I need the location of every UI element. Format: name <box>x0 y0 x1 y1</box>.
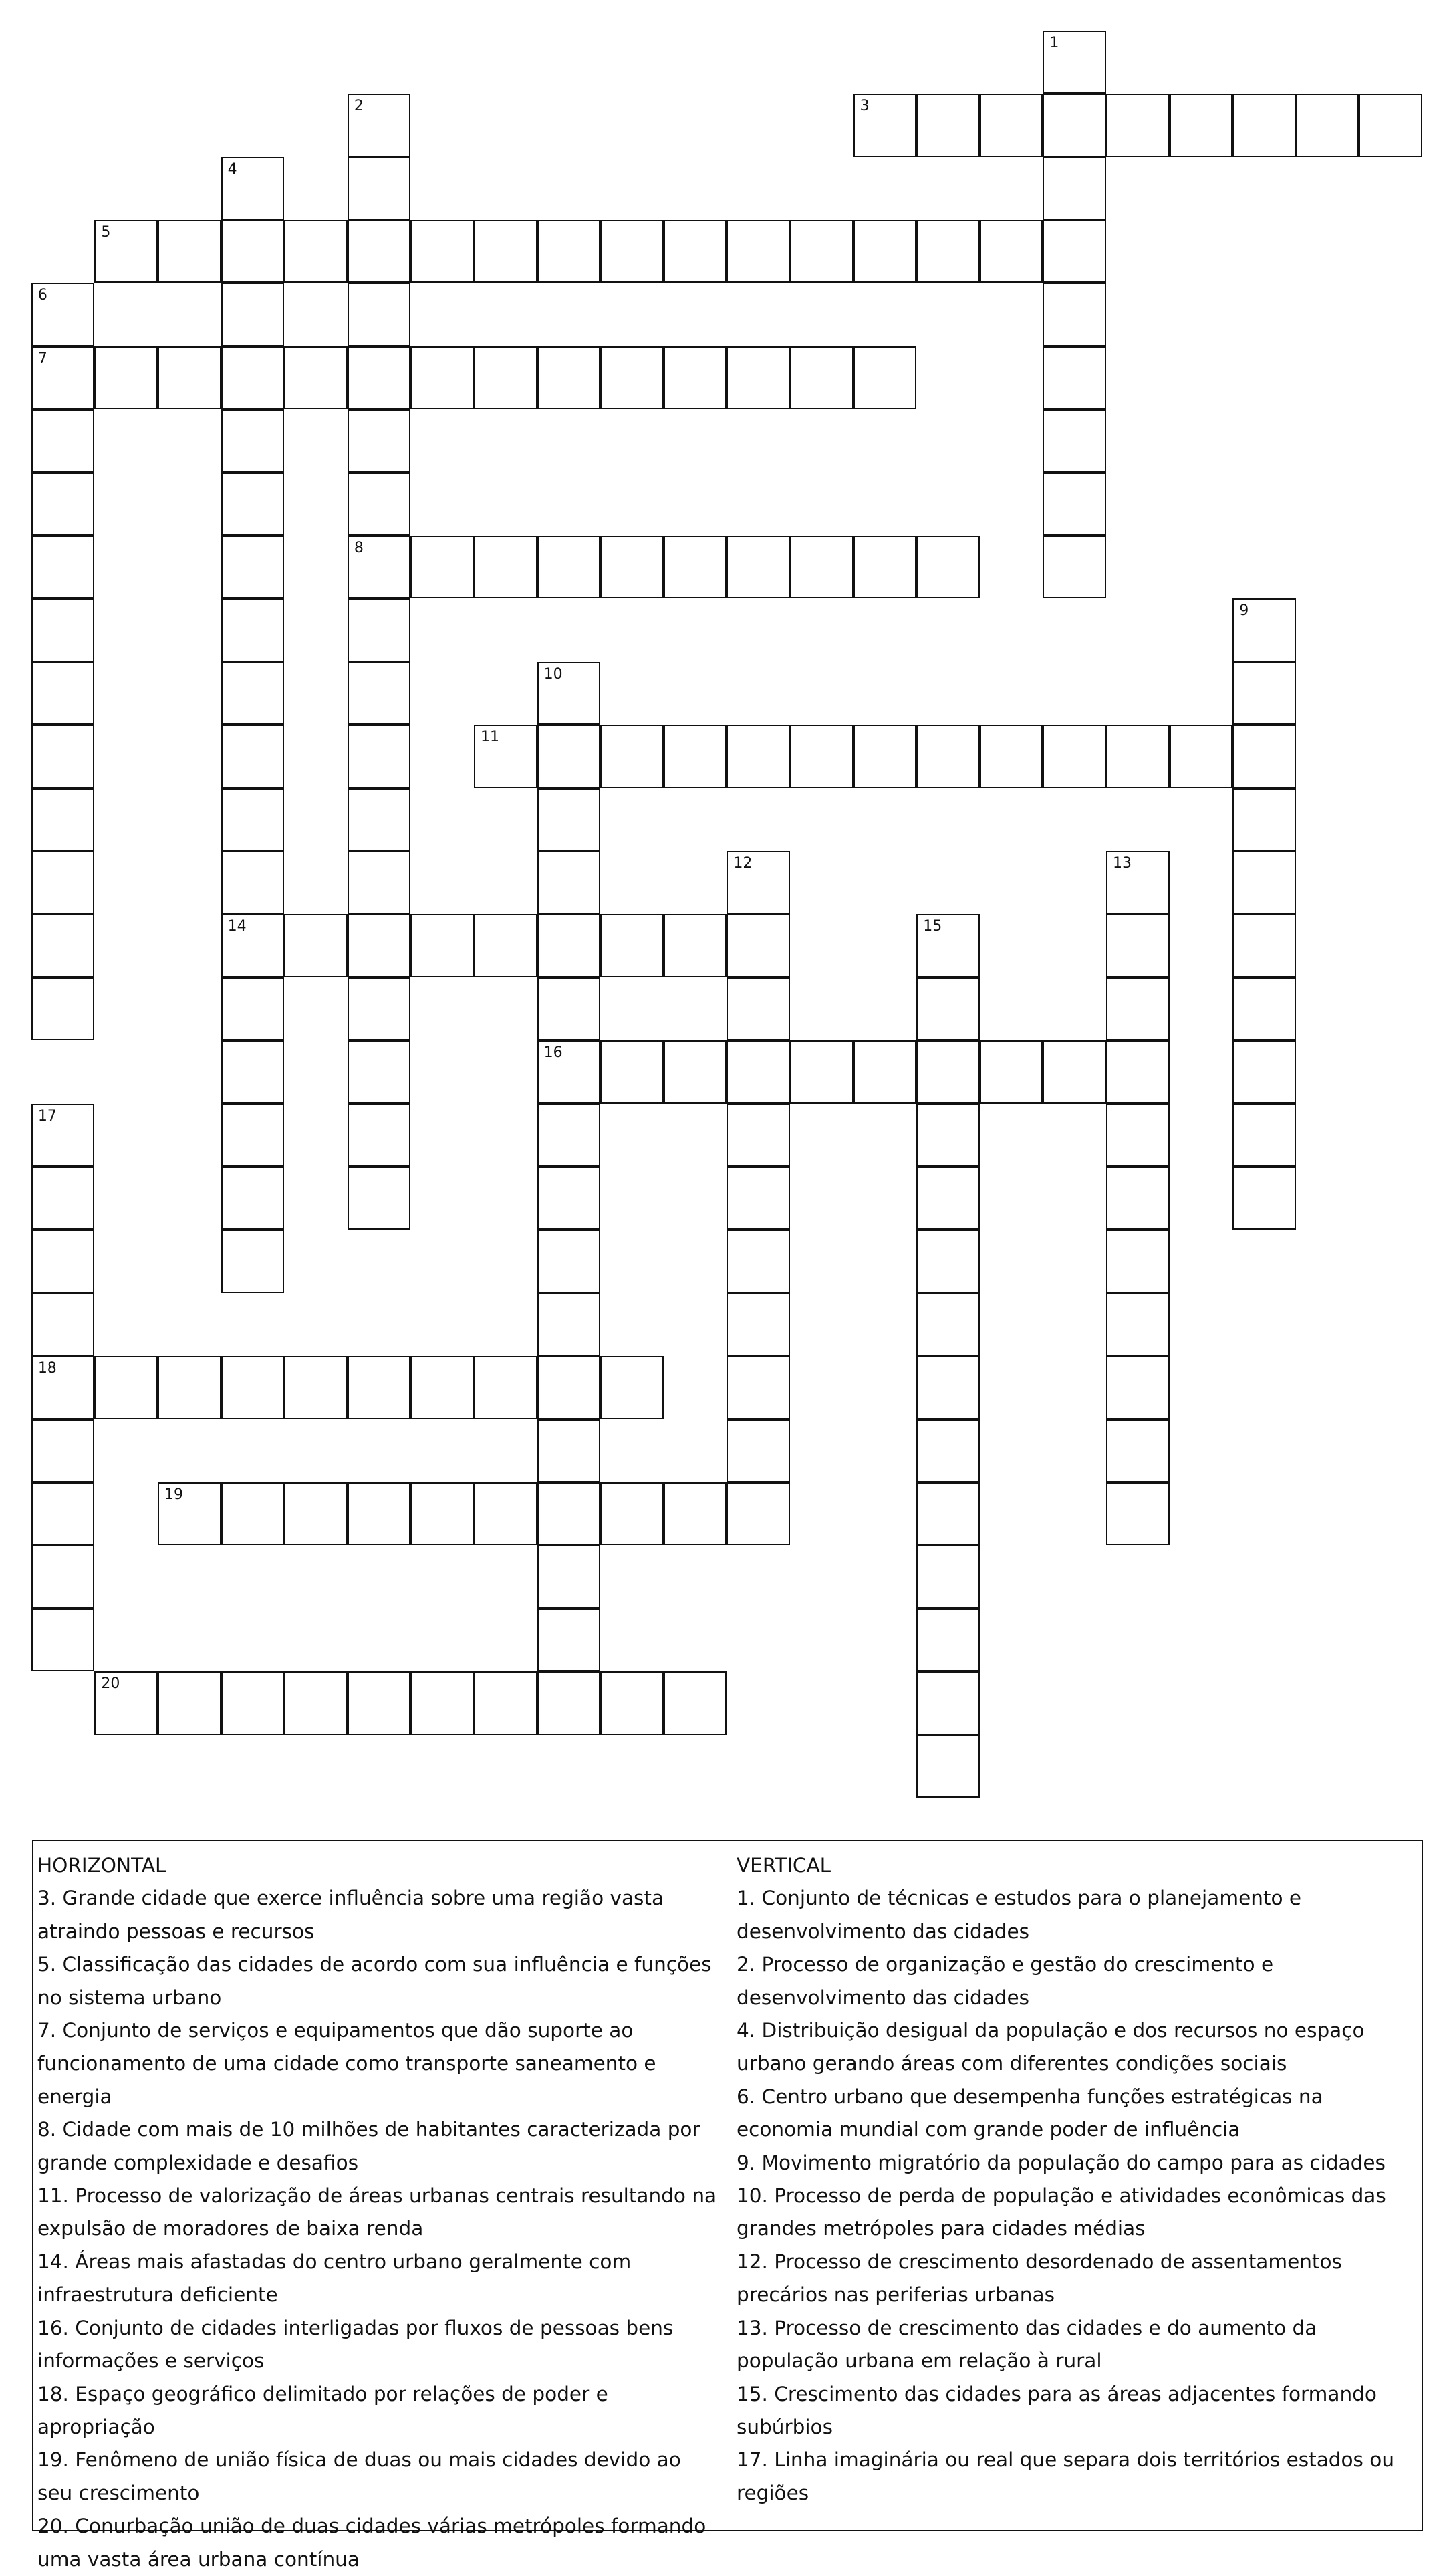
grid-cell[interactable] <box>1106 1356 1170 1419</box>
clue-h-3: 3. Grande cidade que exerce influência sobre uma região vasta atraindo pessoas e recursos <box>37 1887 664 1943</box>
grid-cell[interactable] <box>664 1482 727 1545</box>
grid-cell[interactable] <box>348 914 411 977</box>
grid-cell[interactable] <box>1043 220 1106 283</box>
grid-cell[interactable] <box>221 409 285 472</box>
grid-cell[interactable] <box>664 220 727 283</box>
grid-cell[interactable] <box>600 220 664 283</box>
grid-cell[interactable] <box>348 1167 411 1230</box>
grid-cell[interactable] <box>284 914 348 977</box>
grid-cell[interactable] <box>284 1356 348 1419</box>
grid-cell[interactable] <box>980 94 1043 156</box>
grid-cell[interactable] <box>1232 851 1296 914</box>
grid-cell[interactable] <box>474 220 537 283</box>
grid-cell[interactable] <box>537 1230 601 1292</box>
grid-cell[interactable] <box>727 914 790 977</box>
grid-cell[interactable] <box>600 725 664 788</box>
clue-v-12: 12. Processo de crescimento desordenado de assentamentos precários nas periferias urbanas <box>737 2250 1342 2307</box>
grid-cell[interactable] <box>980 220 1043 283</box>
grid-cell[interactable] <box>221 473 285 536</box>
grid-cell[interactable] <box>916 94 980 156</box>
clue-v-13: 13. Processo de crescimento das cidades e do aumento da população urbana em relação à rural <box>737 2316 1317 2373</box>
grid-cell[interactable] <box>1170 725 1233 788</box>
grid-cell[interactable] <box>221 346 285 409</box>
clue-number: 6 <box>37 287 47 304</box>
grid-cell-1[interactable] <box>1043 31 1106 94</box>
grid-cell[interactable] <box>600 1482 664 1545</box>
clue-number: 5 <box>101 224 111 241</box>
grid-cell[interactable] <box>158 346 221 409</box>
grid-cell[interactable] <box>600 914 664 977</box>
clue-v-1: 1. Conjunto de técnicas e estudos para o planejamento e desenvolvimento das cidades <box>737 1887 1302 1943</box>
grid-cell[interactable] <box>31 1482 95 1545</box>
grid-cell[interactable] <box>664 725 727 788</box>
grid-cell[interactable] <box>1043 94 1106 156</box>
grid-cell[interactable] <box>1043 346 1106 409</box>
grid-cell[interactable] <box>537 788 601 851</box>
clue-number: 20 <box>101 1675 120 1693</box>
grid-cell[interactable] <box>727 1293 790 1356</box>
grid-cell[interactable] <box>1106 1419 1170 1482</box>
clue-v-10: 10. Processo de perda de população e atividades econômicas das grandes metrópoles para cidades médias <box>737 2184 1386 2240</box>
grid-cell[interactable] <box>537 1671 601 1734</box>
grid-cell[interactable] <box>916 1609 980 1671</box>
grid-cell[interactable] <box>1106 1104 1170 1167</box>
grid-cell-5[interactable] <box>94 220 158 283</box>
grid-cell[interactable] <box>727 1167 790 1230</box>
grid-cell[interactable] <box>348 409 411 472</box>
grid-cell[interactable] <box>410 346 474 409</box>
grid-cell[interactable] <box>158 1356 221 1419</box>
grid-cell[interactable] <box>790 220 853 283</box>
grid-cell[interactable] <box>537 1167 601 1230</box>
grid-cell[interactable] <box>916 1482 980 1545</box>
grid-cell[interactable] <box>348 1482 411 1545</box>
grid-cell[interactable] <box>1232 1167 1296 1230</box>
grid-cell[interactable] <box>1043 473 1106 536</box>
grid-cell-11[interactable] <box>474 725 537 788</box>
grid-cell[interactable] <box>221 788 285 851</box>
clue-h-16: 16. Conjunto de cidades interligadas por fluxos de pessoas bens informações e serviços <box>37 2316 674 2373</box>
grid-cell[interactable] <box>31 914 95 977</box>
grid-cell[interactable] <box>410 1482 474 1545</box>
grid-cell[interactable] <box>727 977 790 1040</box>
grid-cell[interactable] <box>537 977 601 1040</box>
grid-cell[interactable] <box>1232 914 1296 977</box>
vertical-clues <box>737 1849 1418 2510</box>
grid-cell-13[interactable] <box>1106 851 1170 914</box>
grid-cell[interactable] <box>916 1040 980 1103</box>
grid-cell[interactable] <box>221 598 285 661</box>
grid-cell[interactable] <box>1232 662 1296 725</box>
grid-cell[interactable] <box>221 283 285 346</box>
grid-cell[interactable] <box>221 1356 285 1419</box>
grid-cell[interactable] <box>1359 94 1422 156</box>
clue-number: 3 <box>860 98 870 115</box>
grid-cell[interactable] <box>537 851 601 914</box>
grid-cell[interactable] <box>1043 283 1106 346</box>
grid-cell[interactable] <box>348 977 411 1040</box>
grid-cell[interactable] <box>980 725 1043 788</box>
grid-cell[interactable] <box>348 157 411 220</box>
grid-cell[interactable] <box>537 1609 601 1671</box>
grid-cell[interactable] <box>31 1545 95 1608</box>
grid-cell[interactable] <box>221 662 285 725</box>
clues-box <box>32 1840 1423 2571</box>
grid-cell[interactable] <box>348 220 411 283</box>
grid-cell-16[interactable] <box>537 1040 601 1103</box>
grid-cell[interactable] <box>790 346 853 409</box>
grid-cell[interactable] <box>221 851 285 914</box>
grid-cell[interactable] <box>221 725 285 788</box>
grid-cell[interactable] <box>790 725 853 788</box>
grid-cell[interactable] <box>853 536 917 598</box>
grid-cell[interactable] <box>31 977 95 1040</box>
grid-cell[interactable] <box>474 536 537 598</box>
grid-cell[interactable] <box>664 346 727 409</box>
grid-cell[interactable] <box>537 1419 601 1482</box>
grid-cell[interactable] <box>600 1356 664 1419</box>
clue-v-2: 2. Processo de organização e gestão do crescimento e desenvolvimento das cidades <box>737 1953 1274 2009</box>
grid-cell[interactable] <box>916 1545 980 1608</box>
grid-cell[interactable] <box>348 346 411 409</box>
grid-cell[interactable] <box>31 598 95 661</box>
grid-cell[interactable] <box>348 851 411 914</box>
grid-cell[interactable] <box>348 788 411 851</box>
grid-cell[interactable] <box>916 1230 980 1292</box>
grid-cell[interactable] <box>537 536 601 598</box>
grid-cell-3[interactable] <box>853 94 917 156</box>
grid-cell[interactable] <box>348 1671 411 1734</box>
grid-cell[interactable] <box>916 1293 980 1356</box>
grid-cell[interactable] <box>1043 1040 1106 1103</box>
clue-number: 10 <box>543 665 563 683</box>
grid-cell[interactable] <box>916 1735 980 1798</box>
grid-cell[interactable] <box>221 536 285 598</box>
clue-number: 11 <box>481 729 499 746</box>
grid-cell[interactable] <box>348 598 411 661</box>
grid-cell[interactable] <box>727 220 790 283</box>
clue-number: 7 <box>37 350 47 367</box>
grid-cell[interactable] <box>410 914 474 977</box>
grid-cell[interactable] <box>221 977 285 1040</box>
grid-cell[interactable] <box>537 725 601 788</box>
grid-cell[interactable] <box>1232 788 1296 851</box>
clue-v-4: 4. Distribuição desigual da população e dos recursos no espaço urbano gerando áreas com diferentes condições sociais <box>737 2019 1365 2075</box>
grid-cell[interactable] <box>727 1104 790 1167</box>
grid-cell[interactable] <box>1106 914 1170 977</box>
grid-cell[interactable] <box>727 1419 790 1482</box>
grid-cell[interactable] <box>853 1040 917 1103</box>
grid-cell-10[interactable] <box>537 662 601 725</box>
clue-number: 15 <box>923 918 942 935</box>
grid-cell[interactable] <box>1232 94 1296 156</box>
grid-cell[interactable] <box>474 914 537 977</box>
grid-cell[interactable] <box>474 1482 537 1545</box>
grid-cell[interactable] <box>853 220 917 283</box>
grid-cell[interactable] <box>537 1545 601 1608</box>
grid-cell[interactable] <box>31 473 95 536</box>
grid-cell[interactable] <box>1232 1040 1296 1103</box>
grid-cell[interactable] <box>1232 977 1296 1040</box>
grid-cell[interactable] <box>1296 94 1359 156</box>
grid-cell[interactable] <box>600 346 664 409</box>
clue-number: 16 <box>543 1044 563 1062</box>
grid-cell[interactable] <box>537 346 601 409</box>
grid-cell-8[interactable] <box>348 536 411 598</box>
grid-cell[interactable] <box>1106 1167 1170 1230</box>
grid-cell[interactable] <box>221 1040 285 1103</box>
clue-number: 17 <box>37 1107 57 1125</box>
clue-v-17: 17. Linha imaginária ou real que separa dois territórios estados ou regiões <box>737 2448 1395 2504</box>
grid-cell[interactable] <box>474 1356 537 1419</box>
grid-cell[interactable] <box>916 220 980 283</box>
grid-cell[interactable] <box>916 536 980 598</box>
grid-cell[interactable] <box>1106 1482 1170 1545</box>
grid-cell[interactable] <box>1232 725 1296 788</box>
clue-number: 1 <box>1049 34 1059 51</box>
grid-cell[interactable] <box>727 1230 790 1292</box>
grid-cell[interactable] <box>1043 157 1106 220</box>
vertical-heading: VERTICAL <box>737 1854 831 1877</box>
grid-cell[interactable] <box>1043 409 1106 472</box>
grid-cell[interactable] <box>348 283 411 346</box>
clue-h-7: 7. Conjunto de serviços e equipamentos que dão suporte ao funcionamento de uma cidade como transporte saneamento e energia <box>37 2019 656 2108</box>
clue-h-14: 14. Áreas mais afastadas do centro urbano geralmente com infraestrutura deficiente <box>37 2250 632 2307</box>
grid-cell[interactable] <box>727 1356 790 1419</box>
clue-v-9: 9. Movimento migratório da população do campo para as cidades <box>737 2151 1386 2174</box>
grid-cell[interactable] <box>31 1609 95 1671</box>
clue-h-5: 5. Classificação das cidades de acordo com sua influência e funções no sistema urbano <box>37 1953 712 2009</box>
grid-cell[interactable] <box>284 220 348 283</box>
grid-cell[interactable] <box>916 1419 980 1482</box>
clue-v-15: 15. Crescimento das cidades para as áreas adjacentes formando subúrbios <box>737 2382 1377 2438</box>
clue-number: 12 <box>733 855 753 872</box>
grid-cell[interactable] <box>1106 94 1170 156</box>
grid-cell[interactable] <box>664 536 727 598</box>
grid-cell[interactable] <box>853 346 917 409</box>
grid-cell-7[interactable] <box>31 346 95 409</box>
grid-cell[interactable] <box>31 536 95 598</box>
grid-cell[interactable] <box>1106 725 1170 788</box>
grid-cell[interactable] <box>916 1167 980 1230</box>
clue-number: 9 <box>1239 602 1249 620</box>
grid-cell[interactable] <box>1106 1293 1170 1356</box>
grid-cell[interactable] <box>158 1671 221 1734</box>
grid-cell[interactable] <box>410 1356 474 1419</box>
clue-number: 13 <box>1113 855 1132 872</box>
grid-cell[interactable] <box>31 788 95 851</box>
grid-cell[interactable] <box>348 725 411 788</box>
clue-h-18: 18. Espaço geográfico delimitado por relações de poder e apropriação <box>37 2382 608 2438</box>
grid-cell-12[interactable] <box>727 851 790 914</box>
grid-cell[interactable] <box>1106 1040 1170 1103</box>
grid-cell[interactable] <box>284 1482 348 1545</box>
grid-cell[interactable] <box>410 220 474 283</box>
grid-cell-9[interactable] <box>1232 598 1296 661</box>
grid-cell[interactable] <box>664 1671 727 1734</box>
grid-cell[interactable] <box>916 1356 980 1419</box>
grid-cell-19[interactable] <box>158 1482 221 1545</box>
grid-cell-20[interactable] <box>94 1671 158 1734</box>
grid-cell[interactable] <box>474 346 537 409</box>
grid-cell[interactable] <box>31 409 95 472</box>
grid-cell[interactable] <box>31 662 95 725</box>
horizontal-clues <box>37 1849 719 2576</box>
grid-cell[interactable] <box>31 1230 95 1292</box>
grid-cell[interactable] <box>790 1040 853 1103</box>
grid-cell[interactable] <box>916 1671 980 1734</box>
grid-cell[interactable] <box>221 1167 285 1230</box>
grid-cell[interactable] <box>600 1671 664 1734</box>
clue-v-6: 6. Centro urbano que desempenha funções estratégicas na economia mundial com grande poder de influência <box>737 2085 1323 2141</box>
grid-cell[interactable] <box>537 914 601 977</box>
grid-cell[interactable] <box>1106 977 1170 1040</box>
grid-cell[interactable] <box>348 662 411 725</box>
grid-cell[interactable] <box>221 1671 285 1734</box>
clue-h-11: 11. Processo de valorização de áreas urbanas centrais resultando na expulsão de moradores de baixa renda <box>37 2184 717 2240</box>
grid-cell[interactable] <box>31 1167 95 1230</box>
grid-cell[interactable] <box>284 1671 348 1734</box>
grid-cell[interactable] <box>348 1104 411 1167</box>
grid-cell[interactable] <box>664 1040 727 1103</box>
grid-cell[interactable] <box>31 725 95 788</box>
grid-cell[interactable] <box>1232 1104 1296 1167</box>
grid-cell[interactable] <box>31 851 95 914</box>
grid-cell[interactable] <box>158 220 221 283</box>
grid-cell[interactable] <box>348 1040 411 1103</box>
grid-cell[interactable] <box>537 1482 601 1545</box>
grid-cell[interactable] <box>727 1040 790 1103</box>
grid-cell[interactable] <box>790 536 853 598</box>
grid-cell[interactable] <box>1170 94 1233 156</box>
grid-cell-4[interactable] <box>221 157 285 220</box>
grid-cell[interactable] <box>980 1040 1043 1103</box>
grid-cell[interactable] <box>474 1671 537 1734</box>
grid-cell[interactable] <box>727 725 790 788</box>
clue-h-19: 19. Fenômeno de união física de duas ou mais cidades devido ao seu crescimento <box>37 2448 681 2504</box>
grid-cell[interactable] <box>348 473 411 536</box>
grid-cell[interactable] <box>221 1104 285 1167</box>
grid-cell[interactable] <box>727 536 790 598</box>
grid-cell[interactable] <box>600 1040 664 1103</box>
grid-cell[interactable] <box>221 220 285 283</box>
horizontal-heading: HORIZONTAL <box>37 1854 166 1877</box>
grid-cell[interactable] <box>916 1104 980 1167</box>
grid-cell[interactable] <box>348 1356 411 1419</box>
grid-cell[interactable] <box>537 1104 601 1167</box>
grid-cell[interactable] <box>221 1230 285 1292</box>
clue-number: 4 <box>227 160 237 178</box>
grid-cell[interactable] <box>727 346 790 409</box>
clue-number: 8 <box>354 540 364 556</box>
grid-cell[interactable] <box>284 346 348 409</box>
grid-cell[interactable] <box>221 1482 285 1545</box>
clue-number: 2 <box>354 98 364 115</box>
grid-cell[interactable] <box>600 536 664 598</box>
clue-h-20: 20. Conurbação união de duas cidades várias metrópoles formando uma vasta área urbana contínua <box>37 2514 706 2571</box>
grid-cell[interactable] <box>410 1671 474 1734</box>
clue-number: 14 <box>227 918 247 935</box>
grid-cell-2[interactable] <box>348 94 411 156</box>
grid-cell[interactable] <box>853 725 917 788</box>
grid-cell[interactable] <box>1043 536 1106 598</box>
grid-cell-18[interactable] <box>31 1356 95 1419</box>
grid-cell[interactable] <box>31 1419 95 1482</box>
grid-cell[interactable] <box>727 1482 790 1545</box>
grid-cell[interactable] <box>94 346 158 409</box>
clue-number: 18 <box>37 1360 57 1377</box>
grid-cell-15[interactable] <box>916 914 980 977</box>
grid-cell[interactable] <box>410 536 474 598</box>
grid-cell[interactable] <box>1043 725 1106 788</box>
clue-number: 19 <box>164 1486 183 1503</box>
grid-cell[interactable] <box>537 1293 601 1356</box>
grid-cell-17[interactable] <box>31 1104 95 1167</box>
clue-h-8: 8. Cidade com mais de 10 milhões de habitantes caracterizada por grande complexidade e desafios <box>37 2118 700 2174</box>
grid-cell-14[interactable] <box>221 914 285 977</box>
grid-cell-6[interactable] <box>31 283 95 346</box>
grid-cell[interactable] <box>664 914 727 977</box>
grid-cell[interactable] <box>1106 1230 1170 1292</box>
grid-cell[interactable] <box>916 977 980 1040</box>
grid-cell[interactable] <box>537 220 601 283</box>
grid-cell[interactable] <box>537 1356 601 1419</box>
grid-cell[interactable] <box>94 1356 158 1419</box>
grid-cell[interactable] <box>916 725 980 788</box>
grid-cell[interactable] <box>31 1293 95 1356</box>
